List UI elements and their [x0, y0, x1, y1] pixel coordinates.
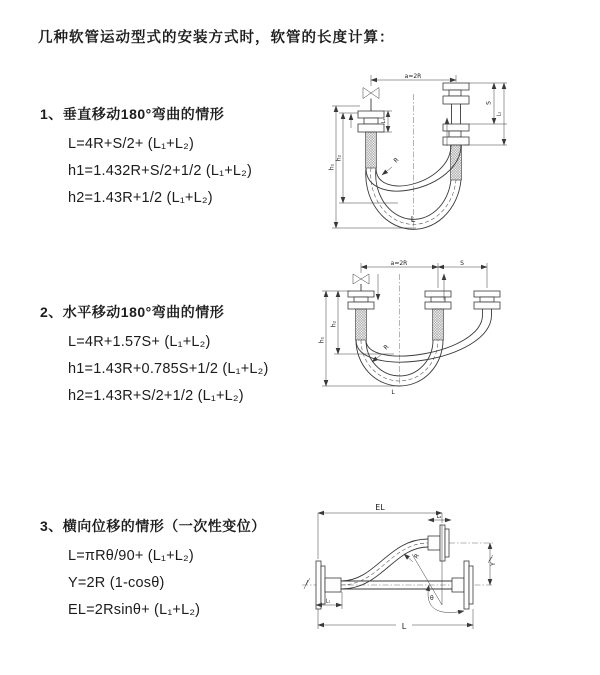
radius-label: R: [392, 156, 401, 165]
middle-pipe-fitting: [425, 291, 451, 340]
formula-L: L=4R+1.57S+ (L₁+L₂): [68, 334, 211, 350]
valve-icon: [363, 88, 379, 112]
formula-h2: h2=1.43R+S/2+1/2 (L₁+L₂): [68, 388, 244, 404]
radius-callout: [404, 553, 421, 562]
formula-EL: EL=2Rsinθ+ (L₁+L₂): [68, 602, 201, 618]
l2-label: L₂: [436, 514, 442, 520]
diagram-vertical-180-bend: [328, 72, 508, 237]
width-label: a=2R: [390, 260, 408, 267]
right-pipe-fitting: [474, 291, 500, 315]
h2-label: h₂: [330, 320, 338, 328]
formula-h1: h1=1.432R+S/2+1/2 (L₁+L₂): [68, 163, 253, 179]
dimension-el: [318, 503, 442, 559]
section-1-heading: 1、垂直移动180°弯曲的情形: [40, 106, 225, 122]
centerline-break-mark: [304, 578, 310, 589]
section-3-heading: 3、横向位移的情形（一次性变位）: [40, 518, 266, 534]
s-label: S: [460, 260, 464, 267]
valve-icon: [353, 274, 369, 291]
length-label: L: [391, 389, 395, 396]
left-pipe-fitting: [348, 291, 374, 340]
dimension-y: [488, 543, 497, 585]
h1-label: h₁: [318, 336, 326, 344]
lower-right-flange: [452, 561, 473, 609]
dimension-width-a2r: [361, 260, 487, 288]
dimension-stroke-s: [438, 260, 487, 267]
l2-label: L₂: [496, 111, 503, 117]
upper-right-flange: [428, 525, 449, 561]
dimension-fitting-right: [428, 514, 451, 520]
radius-callout: [382, 157, 400, 175]
displaced-hose-curve: [341, 539, 428, 589]
dimension-fitting-right: [464, 83, 507, 145]
el-label: EL: [375, 503, 385, 512]
h1-label: h₁: [328, 163, 336, 171]
page-title: 几种软管运动型式的安装方式时，软管的长度计算：: [38, 30, 395, 46]
diagram-horizontal-180-bend: [316, 260, 502, 398]
formula-L: L=πRθ/90+ (L₁+L₂): [68, 548, 194, 564]
length-label: L: [410, 215, 416, 224]
l1-label: L₁: [325, 598, 331, 605]
l1-label: L₁: [381, 118, 387, 124]
length-label: L: [401, 622, 407, 631]
section-2-heading: 2、水平移动180°弯曲的情形: [40, 304, 225, 320]
radius-label: R: [412, 552, 422, 561]
section-lateral-displacement: [40, 516, 340, 624]
section-horizontal-180: [40, 302, 340, 410]
h2-label: h₂: [335, 154, 343, 162]
width-label: a=2R: [404, 73, 422, 80]
diagram-lateral-displacement: [296, 497, 501, 639]
dimension-stroke-s: [469, 83, 507, 124]
section-vertical-180: [40, 104, 340, 212]
y-label: Y: [490, 562, 497, 566]
hose-bend-curves: [356, 315, 492, 386]
formula-h2: h2=1.43R+1/2 (L₁+L₂): [68, 190, 213, 206]
s-label: S: [485, 101, 493, 105]
formula-Y: Y=2R (1-cosθ): [68, 575, 165, 591]
radius-label: R: [382, 343, 391, 352]
formula-h1: h1=1.43R+0.785S+1/2 (L₁+L₂): [68, 361, 269, 377]
theta-label: θ: [430, 595, 434, 602]
formula-L: L=4R+S/2+ (L₁+L₂): [68, 136, 194, 152]
